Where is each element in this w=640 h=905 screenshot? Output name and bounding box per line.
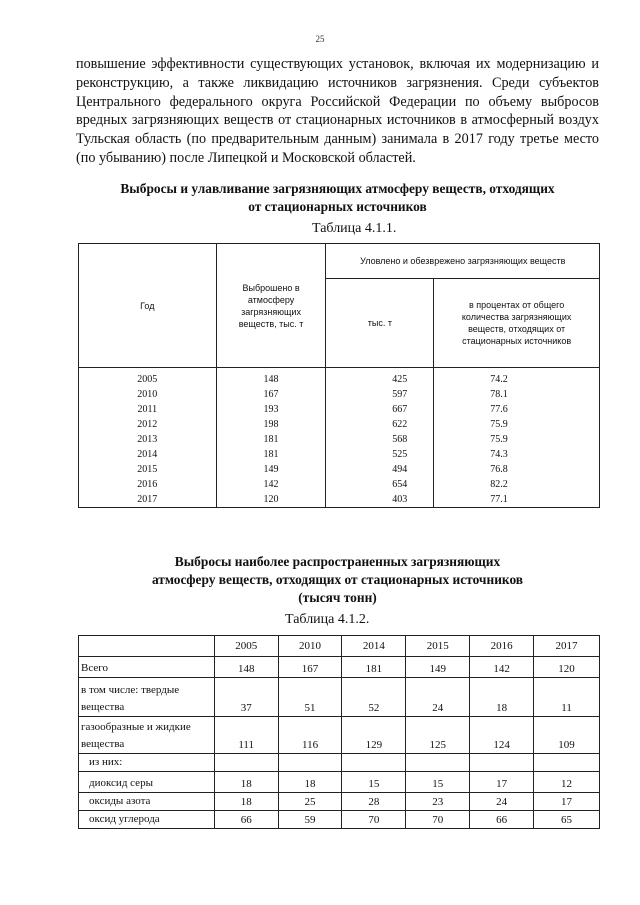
row-label: оксиды азота (79, 793, 215, 811)
cell-value: 15 (406, 772, 470, 793)
cell-value: 148 (214, 657, 278, 678)
cell-value: 70 (406, 811, 470, 829)
cell-value (278, 754, 342, 772)
cell-value: 124 (470, 717, 534, 754)
cell-emitted: 148 (216, 368, 326, 388)
cell-year: 2017 (79, 492, 217, 508)
cell-emitted: 142 (216, 477, 326, 492)
header-year: 2017 (534, 636, 600, 657)
table-row (79, 402, 600, 417)
cell-value: 116 (278, 717, 342, 754)
cell-emitted: 167 (216, 387, 326, 402)
cell-emitted: 193 (216, 402, 326, 417)
table-row (79, 368, 600, 388)
cell-pct: 75.9 (434, 432, 600, 447)
cell-captured: 654 (326, 477, 434, 492)
page-number: 25 (315, 34, 325, 44)
row-label: Всего (79, 657, 215, 678)
cell-value: 11 (534, 678, 600, 717)
cell-year: 2016 (79, 477, 217, 492)
cell-value: 70 (342, 811, 406, 829)
table1-title (76, 180, 599, 216)
cell-emitted: 149 (216, 462, 326, 477)
table-row (79, 417, 600, 432)
table-row (79, 793, 600, 811)
cell-value: 24 (406, 678, 470, 717)
cell-pct: 82.2 (434, 477, 600, 492)
row-label: в том числе: твердые вещества (79, 678, 215, 717)
cell-captured: 403 (326, 492, 434, 508)
cell-value: 23 (406, 793, 470, 811)
cell-value: 142 (470, 657, 534, 678)
table-emissions-capture (78, 243, 600, 508)
table-row (79, 387, 600, 402)
table-row (79, 432, 600, 447)
header-emitted: Выброшено в атмосферу загрязняющих веществ, тыс. т (216, 244, 326, 368)
table-pollutants (78, 635, 600, 829)
cell-value: 66 (470, 811, 534, 829)
cell-pct: 77.1 (434, 492, 600, 508)
cell-emitted: 181 (216, 432, 326, 447)
table-row (79, 754, 600, 772)
cell-value: 167 (278, 657, 342, 678)
cell-value: 18 (470, 678, 534, 717)
table-row (79, 477, 600, 492)
cell-captured: 667 (326, 402, 434, 417)
cell-emitted: 181 (216, 447, 326, 462)
cell-value (470, 754, 534, 772)
cell-value: 15 (342, 772, 406, 793)
row-label: из них: (79, 754, 215, 772)
cell-value: 25 (278, 793, 342, 811)
table-row (79, 678, 600, 717)
cell-value: 37 (214, 678, 278, 717)
cell-value: 18 (214, 793, 278, 811)
header-year: 2005 (214, 636, 278, 657)
cell-value: 18 (214, 772, 278, 793)
cell-value: 120 (534, 657, 600, 678)
cell-pct: 74.2 (434, 368, 600, 388)
table2-title-line: Выбросы наиболее распространенных загрязняющих (174, 554, 501, 569)
cell-value: 52 (342, 678, 406, 717)
cell-value: 17 (470, 772, 534, 793)
cell-pct: 75.9 (434, 417, 600, 432)
row-label: диоксид серы (79, 772, 215, 793)
header-year: 2015 (406, 636, 470, 657)
intro-line: вредных загрязняющих веществ от стационарных источников в атмосферный (76, 112, 554, 129)
cell-captured: 568 (326, 432, 434, 447)
cell-value: 12 (534, 772, 600, 793)
cell-year: 2013 (79, 432, 217, 447)
cell-value: 111 (214, 717, 278, 754)
cell-year: 2015 (79, 462, 217, 477)
cell-value (342, 754, 406, 772)
header-captured-group: Уловлено и обезврежено загрязняющих веществ (326, 244, 600, 279)
header-year: 2016 (470, 636, 534, 657)
table1-caption: Таблица 4.1.1. (312, 221, 397, 236)
row-label: оксид углерода (79, 811, 215, 829)
cell-year: 2014 (79, 447, 217, 462)
cell-value: 24 (470, 793, 534, 811)
table-row (79, 462, 600, 477)
cell-value: 18 (278, 772, 342, 793)
cell-emitted: 198 (216, 417, 326, 432)
header-year: Год (79, 244, 217, 368)
cell-value: 66 (214, 811, 278, 829)
cell-value: 59 (278, 811, 342, 829)
header-year: 2010 (278, 636, 342, 657)
cell-captured: 494 (326, 462, 434, 477)
table-row (79, 447, 600, 462)
cell-value: 28 (342, 793, 406, 811)
header-captured-pct: в процентах от общего количества загрязняющих веществ, отходящих от стационарных источников (434, 279, 600, 368)
cell-emitted: 120 (216, 492, 326, 508)
table1-title-line: от стационарных источников (248, 199, 427, 214)
cell-year: 2010 (79, 387, 217, 402)
table2-caption: Таблица 4.1.2. (285, 612, 370, 627)
cell-value (214, 754, 278, 772)
cell-captured: 525 (326, 447, 434, 462)
cell-value (406, 754, 470, 772)
cell-value: 149 (406, 657, 470, 678)
table2-title-line: атмосферу веществ, отходящих от стационарных источников (151, 572, 524, 587)
cell-pct: 78.1 (434, 387, 600, 402)
cell-value: 129 (342, 717, 406, 754)
header-captured-t: тыс. т (326, 279, 434, 368)
cell-pct: 76.8 (434, 462, 600, 477)
cell-pct: 74.3 (434, 447, 600, 462)
table-row (79, 811, 600, 829)
intro-line: Центрального федерального округа Российской Федерации по объему выбросов (76, 93, 599, 110)
cell-captured: 597 (326, 387, 434, 402)
cell-year: 2005 (79, 368, 217, 388)
table-row (79, 772, 600, 793)
cell-pct: 77.6 (434, 402, 600, 417)
cell-captured: 425 (326, 368, 434, 388)
cell-value: 125 (406, 717, 470, 754)
table2-title (76, 553, 599, 607)
header-label-blank (79, 636, 215, 657)
table-row (79, 492, 600, 508)
cell-value: 181 (342, 657, 406, 678)
cell-year: 2012 (79, 417, 217, 432)
header-year: 2014 (342, 636, 406, 657)
intro-line: третье место (по убыванию) после Липецкой и Московской областей. (76, 131, 600, 166)
cell-value: 109 (534, 717, 600, 754)
cell-value (534, 754, 600, 772)
cell-captured: 622 (326, 417, 434, 432)
table-row (79, 717, 600, 754)
cell-year: 2011 (79, 402, 217, 417)
intro-line: и реконструкцию, а также ликвидацию источников загрязнения. Среди субъектов (76, 56, 600, 91)
table-row (79, 657, 600, 678)
intro-line: повышение эффективности существующих установок, включая их модернизацию (76, 56, 586, 72)
table1-title-line: Выбросы и улавливание загрязняющих атмосферу веществ, отходящих (120, 181, 555, 196)
row-label: газообразные и жидкие вещества (79, 717, 215, 754)
cell-value: 17 (534, 793, 600, 811)
table2-title-line: (тысяч тонн) (298, 590, 377, 605)
cell-value: 51 (278, 678, 342, 717)
intro-line: воздух Тульская область (по предварительным данным) занимала в 2017 году (76, 112, 599, 148)
intro-paragraph (76, 55, 599, 168)
cell-value: 65 (534, 811, 600, 829)
